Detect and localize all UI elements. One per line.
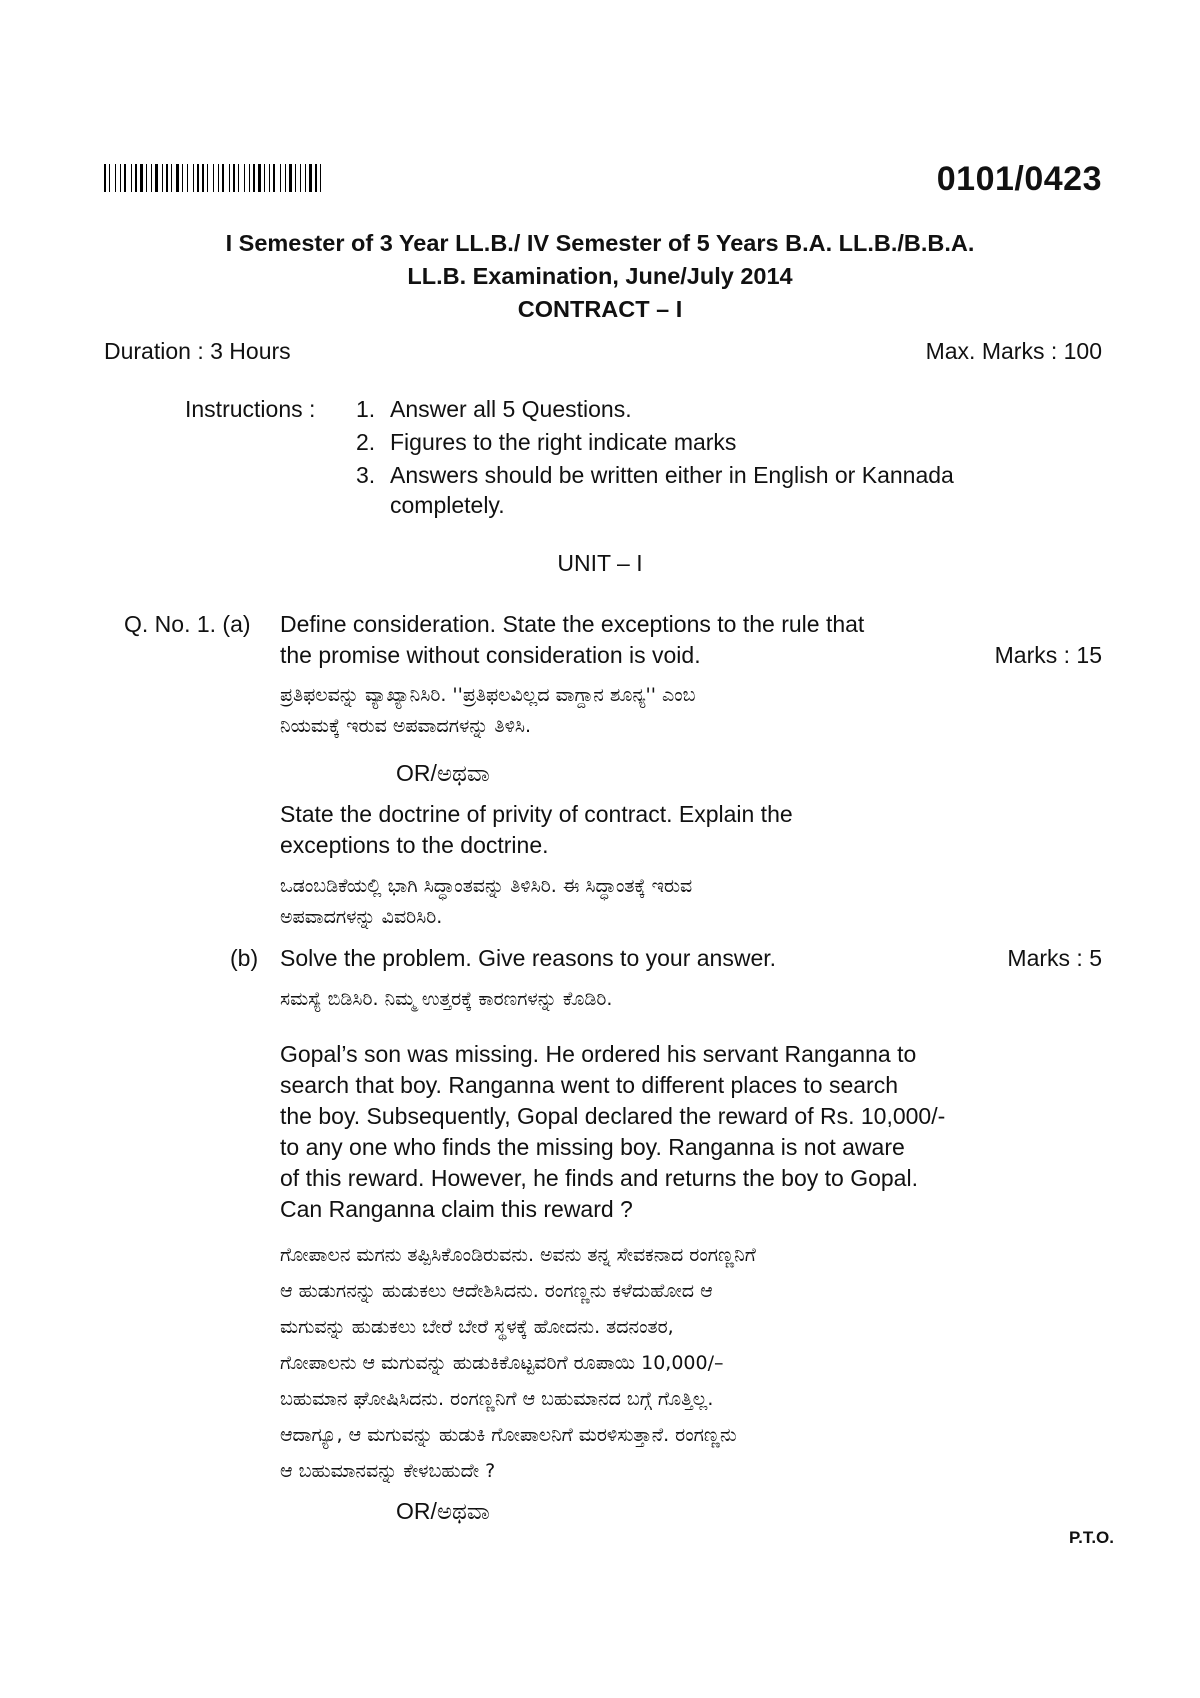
barcode-bar bbox=[202, 164, 204, 192]
barcode-bar bbox=[320, 164, 321, 192]
barcode-bar bbox=[207, 164, 208, 192]
barcode-bar bbox=[176, 164, 179, 192]
barcode-bar bbox=[302, 164, 304, 192]
barcode-bar bbox=[200, 164, 201, 192]
barcode-bar bbox=[205, 164, 206, 192]
problem-english-line-2: search that boy. Ranganna went to different places to search bbox=[280, 1072, 898, 1098]
q1a-english-line-2: the promise without consideration is void. bbox=[280, 642, 701, 668]
instruction-text: Figures to the right indicate marks bbox=[390, 429, 737, 455]
instruction-number: 3. bbox=[356, 462, 376, 488]
q1b-english: Solve the problem. Give reasons to your answer. bbox=[280, 945, 777, 971]
barcode-bar bbox=[222, 164, 224, 192]
barcode-bar bbox=[287, 164, 288, 192]
instruction-text: Answer all 5 Questions. bbox=[390, 396, 632, 422]
problem-kannada-line-1: ಗೋಪಾಲನ ಮಗನು ತಪ್ಪಿಸಿಕೊಂಡಿರುವನು. ಅವನು ತನ್ನ ಸೇವಕನಾದ ರಂಗಣ್ಣನಿಗೆ bbox=[280, 1244, 756, 1266]
paper-code: 0101/0423 bbox=[936, 160, 1102, 198]
barcode-bar bbox=[104, 164, 106, 192]
barcode-bar bbox=[117, 164, 119, 192]
q1a-alt-kannada-line-2: ಅಪವಾದಗಳನ್ನು ವಿವರಿಸಿರಿ. bbox=[280, 906, 443, 928]
barcode-bar bbox=[107, 164, 108, 192]
q1a-english-line-1: Define consideration. State the exceptions to the rule that bbox=[280, 611, 865, 637]
instruction-number: 1. bbox=[356, 396, 376, 422]
barcode-bar bbox=[182, 164, 183, 192]
barcode-bar bbox=[220, 164, 221, 192]
barcode-bar bbox=[146, 164, 147, 192]
barcode-bar bbox=[153, 164, 154, 192]
barcode-bar bbox=[197, 164, 199, 192]
barcode-bar bbox=[256, 164, 257, 192]
question-label: Q. No. 1. (a) bbox=[124, 611, 251, 637]
problem-english-line-5: of this reward. However, he finds and returns the boy to Gopal. bbox=[280, 1165, 918, 1191]
or-separator-1: OR/ಅಥವಾ bbox=[396, 760, 490, 786]
barcode-bar bbox=[258, 164, 261, 192]
problem-kannada-line-3: ಮಗುವನ್ನು ಹುಡುಕಲು ಬೇರೆ ಬೇರೆ ಸ್ಥಳಕ್ಕೆ ಹೋದನು. ತದನಂತರ, bbox=[280, 1316, 674, 1338]
barcode-bar bbox=[264, 164, 265, 192]
barcode-bar bbox=[307, 164, 308, 192]
barcode-bar bbox=[238, 164, 239, 192]
barcode-bar bbox=[127, 164, 130, 192]
barcode-bar bbox=[169, 164, 170, 192]
barcode-bar bbox=[209, 164, 212, 192]
q1b-kannada: ಸಮಸ್ಯೆ ಬಿಡಿಸಿರಿ. ನಿಮ್ಮ ಉತ್ತರಕ್ಕೆ ಕಾರಣಗಳನ್ನು ಕೊಡಿರಿ. bbox=[280, 988, 613, 1010]
title-line-3: CONTRACT – I bbox=[517, 296, 683, 322]
barcode-bar bbox=[315, 164, 317, 192]
barcode-bar bbox=[115, 164, 116, 192]
barcode-bar bbox=[131, 164, 132, 192]
barcode-bar bbox=[313, 164, 314, 192]
barcode-bar bbox=[122, 164, 123, 192]
barcode-bar bbox=[148, 164, 150, 192]
barcode-bar bbox=[273, 164, 275, 192]
barcode-bar bbox=[225, 164, 228, 192]
max-marks: Max. Marks : 100 bbox=[925, 338, 1102, 364]
barcode-bar bbox=[280, 164, 281, 192]
problem-kannada-line-5: ಬಹುಮಾನ ಘೋಷಿಸಿದನು. ರಂಗಣ್ಣನಿಗೆ ಆ ಬಹುಮಾನದ ಬಗ್ಗೆ ಗೊತ್ತಿಲ್ಲ. bbox=[280, 1388, 714, 1410]
barcode-bar bbox=[246, 164, 248, 192]
instruction-text-continued: completely. bbox=[390, 492, 505, 518]
q1a-kannada-line-2: ನಿಯಮಕ್ಕೆ ಇರುವ ಅಪವಾದಗಳನ್ನು ತಿಳಿಸಿ. bbox=[280, 715, 532, 737]
duration: Duration : 3 Hours bbox=[104, 338, 291, 364]
unit-heading: UNIT – I bbox=[557, 550, 643, 576]
barcode-bar bbox=[184, 164, 186, 192]
barcode-bar bbox=[253, 164, 255, 192]
barcode-bar bbox=[109, 164, 110, 192]
problem-english-line-6: Can Ranganna claim this reward ? bbox=[280, 1196, 633, 1222]
problem-english-line-4: to any one who finds the missing boy. Ranganna is not aware bbox=[280, 1134, 905, 1160]
barcode-bar bbox=[318, 164, 319, 192]
q1a-alt-kannada-line-1: ಒಡಂಬಡಿಕೆಯಲ್ಲಿ ಭಾಗಿ ಸಿದ್ಧಾಂತವನ್ನು ತಿಳಿಸಿರಿ. ಈ ಸಿದ್ಧಾಂತಕ್ಕೆ ಇರುವ bbox=[280, 875, 693, 897]
barcode-bar bbox=[171, 164, 172, 192]
barcode-bar bbox=[289, 164, 292, 192]
q1a-alt-english-line-1: State the doctrine of privity of contract. Explain the bbox=[280, 801, 793, 827]
barcode-bar bbox=[322, 164, 324, 192]
barcode-bar bbox=[151, 164, 152, 192]
barcode-bar bbox=[295, 164, 296, 192]
barcode-bar bbox=[138, 164, 139, 192]
barcode-bar bbox=[144, 164, 145, 192]
barcode-bar bbox=[187, 164, 188, 192]
barcode-bar bbox=[266, 164, 268, 192]
barcode-bar bbox=[244, 164, 245, 192]
problem-english-line-1: Gopal’s son was missing. He ordered his servant Ranganna to bbox=[280, 1041, 917, 1067]
q1a-alt-english-line-2: exceptions to the doctrine. bbox=[280, 832, 549, 858]
barcode-bar bbox=[276, 164, 279, 192]
instructions-label: Instructions : bbox=[185, 396, 316, 422]
barcode-bar bbox=[229, 164, 230, 192]
barcode-bar bbox=[189, 164, 192, 192]
barcode-bar bbox=[173, 164, 175, 192]
barcode-bar bbox=[155, 164, 158, 192]
barcode-bar bbox=[124, 164, 126, 192]
barcode-bar bbox=[195, 164, 196, 192]
page-turn-over: P.T.O. bbox=[1068, 1528, 1114, 1547]
barcode-bar bbox=[269, 164, 270, 192]
q1b-label: (b) bbox=[230, 945, 259, 971]
title-line-1: I Semester of 3 Year LL.B./ IV Semester of 5 Years B.A. LL.B./B.B.A. bbox=[225, 230, 975, 256]
barcode-bar bbox=[233, 164, 235, 192]
barcode-bar bbox=[162, 164, 163, 192]
barcode-bar bbox=[218, 164, 219, 192]
barcode-bar bbox=[133, 164, 134, 192]
barcode-bar bbox=[135, 164, 137, 192]
problem-kannada-line-6: ಆದಾಗ್ಯೂ, ಆ ಮಗುವನ್ನು ಹುಡುಕಿ ಗೋಪಾಲನಿಗೆ ಮರಳಿಸುತ್ತಾನೆ. ರಂಗಣ್ಣನು bbox=[280, 1424, 737, 1446]
barcode-bar bbox=[215, 164, 217, 192]
or-separator-2: OR/ಅಥವಾ bbox=[396, 1498, 490, 1524]
barcode-bar bbox=[231, 164, 232, 192]
barcode-bar bbox=[159, 164, 161, 192]
barcode-bar bbox=[309, 164, 312, 192]
barcode-bar bbox=[262, 164, 263, 192]
barcode-bar bbox=[240, 164, 243, 192]
barcode-bar bbox=[282, 164, 284, 192]
barcode-bar bbox=[305, 164, 306, 192]
barcode-bar bbox=[164, 164, 165, 192]
barcode-bar bbox=[251, 164, 252, 192]
title-line-2: LL.B. Examination, June/July 2014 bbox=[407, 263, 793, 289]
barcode-bar bbox=[236, 164, 237, 192]
barcode-bar bbox=[297, 164, 299, 192]
barcode-bar bbox=[249, 164, 250, 192]
barcode-bar bbox=[166, 164, 168, 192]
barcode-bar bbox=[271, 164, 272, 192]
instruction-number: 2. bbox=[356, 429, 376, 455]
problem-kannada-line-4: ಗೋಪಾಲನು ಆ ಮಗುವನ್ನು ಹುಡುಕಿಕೊಟ್ಟವರಿಗೆ ರೂಪಾಯಿ 10,000/– bbox=[280, 1352, 724, 1374]
problem-kannada-line-7: ಆ ಬಹುಮಾನವನ್ನು ಕೇಳಬಹುದೇ ? bbox=[280, 1460, 496, 1482]
barcode-bar bbox=[111, 164, 114, 192]
q1b-marks: Marks : 5 bbox=[1007, 945, 1102, 971]
barcode-bar bbox=[180, 164, 181, 192]
barcode-bar bbox=[300, 164, 301, 192]
q1a-marks: Marks : 15 bbox=[994, 642, 1102, 668]
barcode-bar bbox=[120, 164, 121, 192]
barcode-bar bbox=[140, 164, 143, 192]
q1a-kannada-line-1: ಪ್ರತಿಫಲವನ್ನು ವ್ಯಾಖ್ಯಾನಿಸಿರಿ. ''ಪ್ರತಿಫಲವಿಲ್ಲದ ವಾಗ್ದಾನ ಶೂನ್ಯ'' ಎಂಬ bbox=[280, 684, 696, 706]
problem-kannada-line-2: ಆ ಹುಡುಗನನ್ನು ಹುಡುಕಲು ಆದೇಶಿಸಿದನು. ರಂಗಣ್ಣನು ಕಳೆದುಹೋದ ಆ bbox=[280, 1280, 713, 1302]
barcode-bar bbox=[293, 164, 294, 192]
barcode-bar bbox=[285, 164, 286, 192]
problem-english-line-3: the boy. Subsequently, Gopal declared the reward of Rs. 10,000/- bbox=[280, 1103, 946, 1129]
barcode-bar bbox=[193, 164, 194, 192]
barcode-bar bbox=[213, 164, 214, 192]
barcode bbox=[104, 164, 356, 192]
instruction-text: Answers should be written either in English or Kannada bbox=[390, 462, 954, 488]
